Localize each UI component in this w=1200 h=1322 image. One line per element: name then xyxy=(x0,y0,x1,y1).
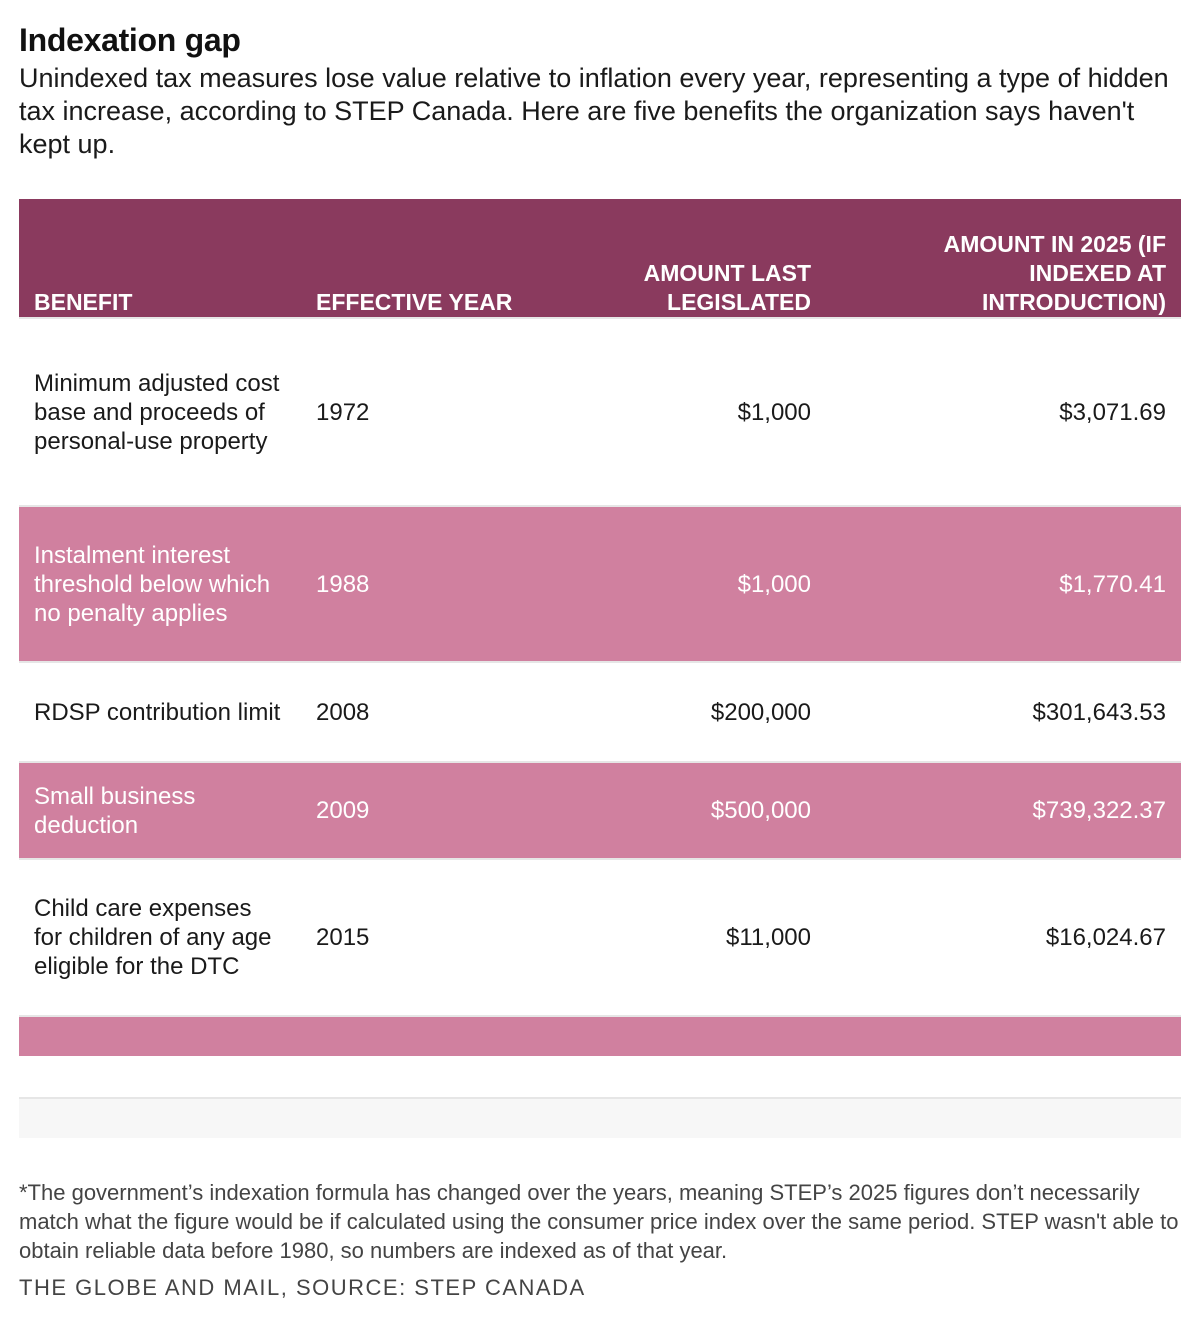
source-credit: THE GLOBE AND MAIL, SOURCE: STEP CANADA xyxy=(19,1275,586,1300)
footnote: *The government’s indexation formula has changed over the years, meaning STEP’s 2025 figures don’t necessarily match what the figure would be if calculated using the consumer price index over the same period. STEP wasn't able to obtain reliable data before 1980, so numbers are indexed as of that year. xyxy=(19,1180,1179,1263)
cell-empty xyxy=(826,1016,1181,1056)
cell-empty xyxy=(573,1016,826,1056)
column-header-effective-year: EFFECTIVE YEAR xyxy=(316,289,513,315)
cell-effective-year: 2015 xyxy=(316,924,370,951)
cell-effective-year: 2009 xyxy=(316,797,370,824)
cell-empty xyxy=(19,1016,301,1056)
table-row xyxy=(19,318,1181,506)
table-row xyxy=(19,762,1181,859)
cell-effective-year: 2008 xyxy=(316,698,370,726)
column-header-amount-2025: AMOUNT IN 2025 (IF INDEXED AT INTRODUCTION) xyxy=(943,231,1166,315)
cell-benefit: Instalment interest threshold below which no penalty applies xyxy=(34,541,271,627)
cell-amount-last-legislated: $200,000 xyxy=(710,698,811,726)
table-blank-row xyxy=(19,1097,1181,1138)
cell-amount-2025: $1,770.41 xyxy=(1059,570,1166,598)
cell-amount-2025: $16,024.67 xyxy=(1045,924,1166,951)
table-row-empty xyxy=(19,1016,1181,1056)
cell-amount-last-legislated: $11,000 xyxy=(726,924,811,951)
cell-amount-last-legislated: $1,000 xyxy=(737,570,811,598)
cell-amount-2025: $3,071.69 xyxy=(1059,398,1166,426)
cell-benefit: RDSP contribution limit xyxy=(34,698,281,726)
cell-amount-2025: $739,322.37 xyxy=(1032,797,1166,824)
cell-effective-year: 1988 xyxy=(316,570,370,598)
table-row xyxy=(19,859,1181,1016)
cell-benefit: Small business deduction xyxy=(34,782,196,839)
cell-amount-last-legislated: $1,000 xyxy=(737,398,811,426)
cell-amount-last-legislated: $500,000 xyxy=(710,797,811,824)
cell-benefit: Child care expenses for children of any age eligible for the DTC xyxy=(34,895,272,980)
table-header-row xyxy=(19,199,1181,318)
data-table xyxy=(19,199,1181,1056)
cell-amount-2025: $301,643.53 xyxy=(1032,698,1166,726)
table-row xyxy=(19,506,1181,662)
table-row xyxy=(19,662,1181,762)
cell-benefit: Minimum adjusted cost base and proceeds of personal-use property xyxy=(34,369,280,455)
column-header-amount-last-legislated: AMOUNT LAST LEGISLATED xyxy=(643,260,811,315)
chart-subtitle: Unindexed tax measures lose value relative to inflation every year, representing a type of hidden tax increase, according to STEP Canada. Here are five benefits the organization says haven't kept up. xyxy=(19,63,1169,159)
column-header-benefit: BENEFIT xyxy=(34,289,133,315)
cell-effective-year: 1972 xyxy=(316,398,370,426)
cell-empty xyxy=(301,1016,573,1056)
chart-title: Indexation gap xyxy=(19,22,241,58)
